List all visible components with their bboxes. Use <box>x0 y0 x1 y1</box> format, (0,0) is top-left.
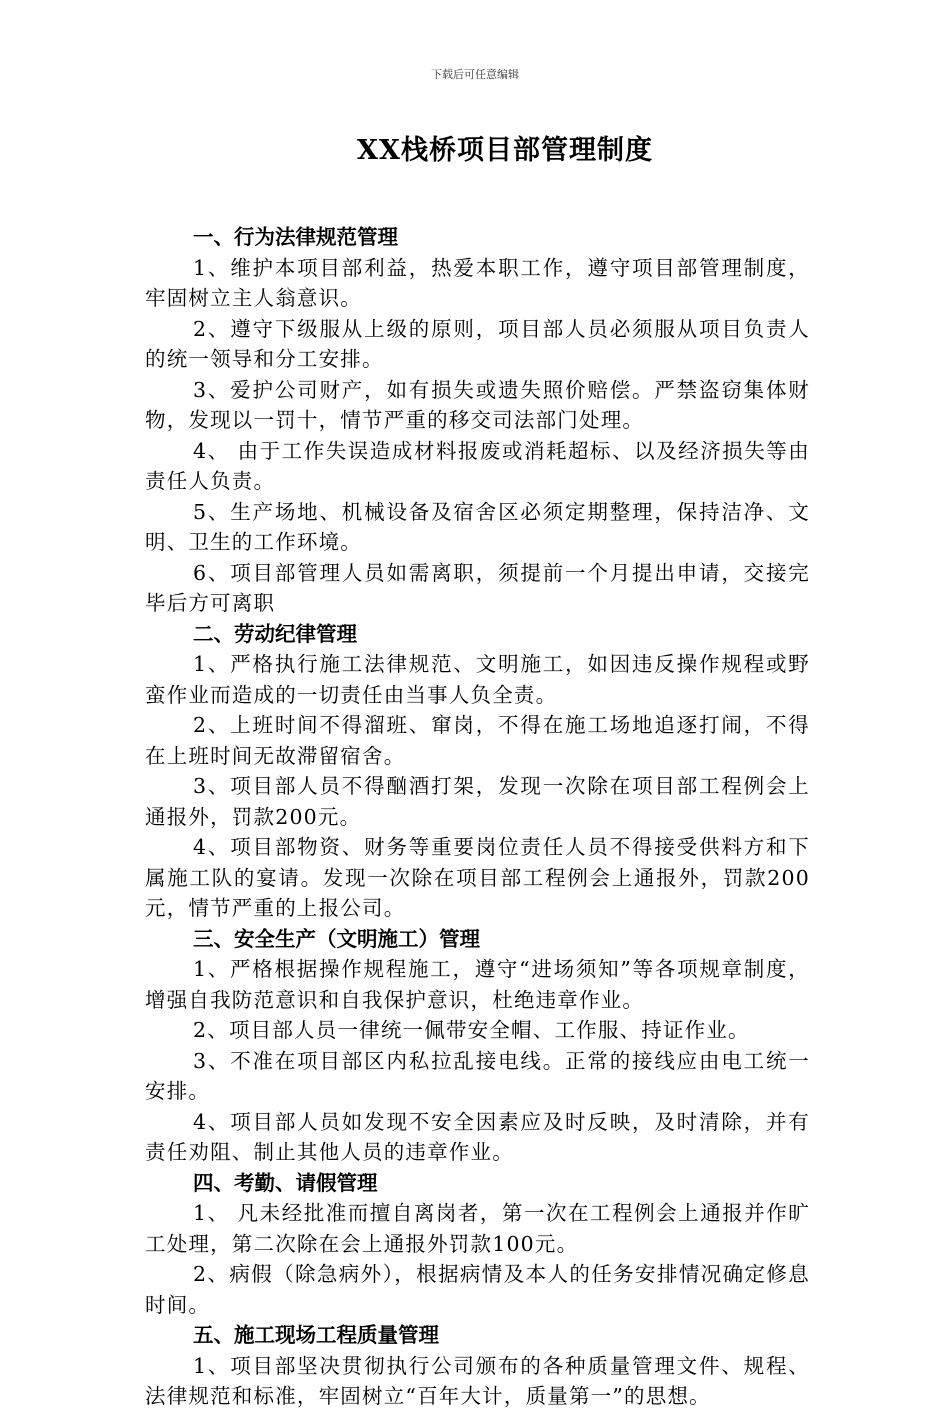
section-paragraph: 1、严格执行施工法律规范、文明施工，如因违反操作规程或野蛮作业而造成的一切责任由当事人负全责。 <box>145 652 810 707</box>
section-paragraph: 1、 凡未经批准而擅自离岗者，第一次在工程例会上通报并作旷工处理，第二次除在会上通报外罚款100元。 <box>145 1201 810 1256</box>
section-heading: 五、施工现场工程质量管理 <box>193 1323 439 1347</box>
section-paragraph: 5、生产场地、机械设备及宿舍区必须定期整理，保持洁净、文明、卫生的工作环境。 <box>145 499 810 554</box>
section-paragraph: 3、项目部人员不得酗酒打架，发现一次除在项目部工程例会上通报外，罚款200元。 <box>145 774 810 829</box>
section-heading: 二、劳动纪律管理 <box>193 621 357 646</box>
document-title: XX栈桥项目部管理制度 <box>357 135 653 166</box>
document-body <box>145 222 810 1412</box>
section-paragraph: 6、项目部管理人员如需离职，须提前一个月提出申请，交接完毕后方可离职 <box>145 560 810 615</box>
section-paragraph: 1、维护本项目部利益，热爱本职工作，遵守项目部管理制度，牢固树立主人翁意识。 <box>145 255 810 310</box>
section-paragraph: 3、爱护公司财产，如有损失或遗失照价赔偿。严禁盗窃集体财物，发现以一罚十，情节严重的移交司法部门处理。 <box>145 377 810 432</box>
section-paragraph: 4、项目部物资、财务等重要岗位责任人员不得接受供料方和下属施工队的宴请。发现一次除在项目部工程例会上通报外，罚款200元，情节严重的上报公司。 <box>145 835 810 920</box>
section-heading: 三、安全生产（文明施工）管理 <box>193 926 480 951</box>
section-paragraph: 4、 由于工作失误造成材料报废或消耗超标、以及经济损失等由责任人负责。 <box>145 438 810 493</box>
section-paragraph: 2、病假（除急病外），根据病情及本人的任务安排情况确定修息时间。 <box>145 1262 810 1317</box>
header-note: 下载后可任意编辑 <box>431 68 519 81</box>
section-heading: 四、考勤、请假管理 <box>193 1170 378 1195</box>
section-paragraph: 2、遵守下级服从上级的原则，项目部人员必须服从项目负责人的统一领导和分工安排。 <box>145 316 810 371</box>
section-heading: 一、行为法律规范管理 <box>193 225 398 249</box>
section-paragraph: 2、上班时间不得溜班、窜岗，不得在施工场地追逐打闹，不得在上班时间无故滞留宿舍。 <box>145 713 810 768</box>
section-paragraph: 4、项目部人员如发现不安全因素应及时反映，及时清除，并有责任劝阻、制止其他人员的违章作业。 <box>145 1109 810 1164</box>
section-paragraph: 2、项目部人员一律统一佩带安全帽、工作服、持证作业。 <box>193 1018 750 1042</box>
section-paragraph: 1、严格根据操作规程施工，遵守“进场须知”等各项规章制度，增强自我防范意识和自我保护意识，杜绝违章作业。 <box>145 957 810 1012</box>
section-paragraph: 1、项目部坚决贯彻执行公司颁布的各种质量管理文件、规程、法律规范和标准，牢固树立“百年大计，质量第一”的思想。 <box>145 1353 810 1408</box>
section-paragraph: 3、不准在项目部区内私拉乱接电线。正常的接线应由电工统一安排。 <box>145 1048 810 1103</box>
